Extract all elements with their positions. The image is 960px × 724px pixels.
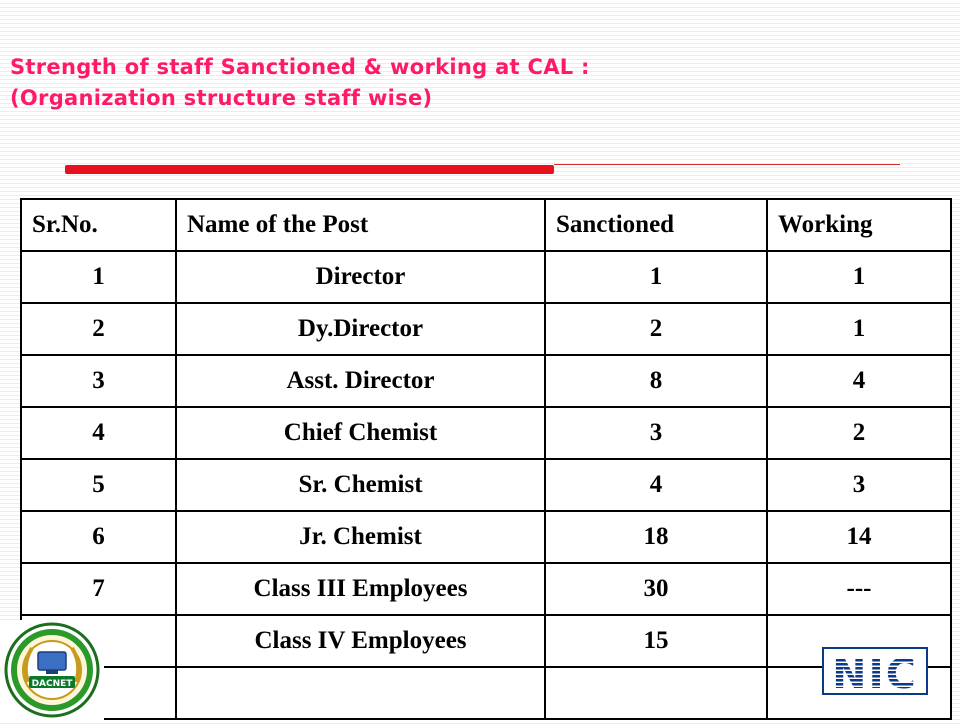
cell-sanctioned: 1 (545, 251, 767, 303)
table-row (21, 615, 951, 667)
cell-sr-no: 4 (21, 407, 176, 459)
cell-sr-no: 7 (21, 563, 176, 615)
cell-working: 14 (767, 511, 951, 563)
cell-working: 1 (767, 251, 951, 303)
cell-post-name: Jr. Chemist (176, 511, 545, 563)
nic-logo-icon (822, 647, 928, 695)
accent-bar (65, 165, 554, 174)
cell-sanctioned: 3 (545, 407, 767, 459)
cell-sr-no: 3 (21, 355, 176, 407)
cell-working: 3 (767, 459, 951, 511)
header-sr-no: Sr.No. (21, 199, 176, 251)
cell-post-name: Asst. Director (176, 355, 545, 407)
cell-post-name: Class III Employees (176, 563, 545, 615)
divider-line (554, 164, 900, 165)
cell-working: 4 (767, 355, 951, 407)
nic-logo-text: NIC (832, 650, 918, 695)
header-post-name: Name of the Post (176, 199, 545, 251)
cell-sanctioned (545, 667, 767, 719)
dacnet-seal-icon (0, 620, 104, 720)
cell-sr-no: 1 (21, 251, 176, 303)
cell-post-name (176, 667, 545, 719)
table-row (21, 667, 951, 719)
cell-post-name: Chief Chemist (176, 407, 545, 459)
cell-post-name: Class IV Employees (176, 615, 545, 667)
table-row (21, 563, 951, 615)
cell-sr-no: 6 (21, 511, 176, 563)
table-row (21, 355, 951, 407)
cell-sr-no: 2 (21, 303, 176, 355)
table-row (21, 511, 951, 563)
cell-working: --- (767, 563, 951, 615)
staff-strength-table (20, 198, 952, 720)
cell-working: 1 (767, 303, 951, 355)
cell-working: 2 (767, 407, 951, 459)
title-line-1: Strength of staff Sanctioned & working at CAL : (10, 55, 590, 79)
header-sanctioned: Sanctioned (545, 199, 767, 251)
table-row (21, 251, 951, 303)
title-line-2: (Organization structure staff wise) (10, 86, 433, 110)
table-row (21, 459, 951, 511)
cell-sanctioned: 18 (545, 511, 767, 563)
cell-post-name: Dy.Director (176, 303, 545, 355)
cell-sanctioned: 15 (545, 615, 767, 667)
slide-title (10, 52, 590, 114)
cell-sanctioned: 2 (545, 303, 767, 355)
cell-sanctioned: 8 (545, 355, 767, 407)
cell-post-name: Director (176, 251, 545, 303)
cell-sanctioned: 30 (545, 563, 767, 615)
cell-sr-no: 5 (21, 459, 176, 511)
header-working: Working (767, 199, 951, 251)
dacnet-logo-text: DACNET (31, 679, 73, 689)
cell-post-name: Sr. Chemist (176, 459, 545, 511)
table-row (21, 303, 951, 355)
cell-sanctioned: 4 (545, 459, 767, 511)
table-header-row (21, 199, 951, 251)
table-row (21, 407, 951, 459)
